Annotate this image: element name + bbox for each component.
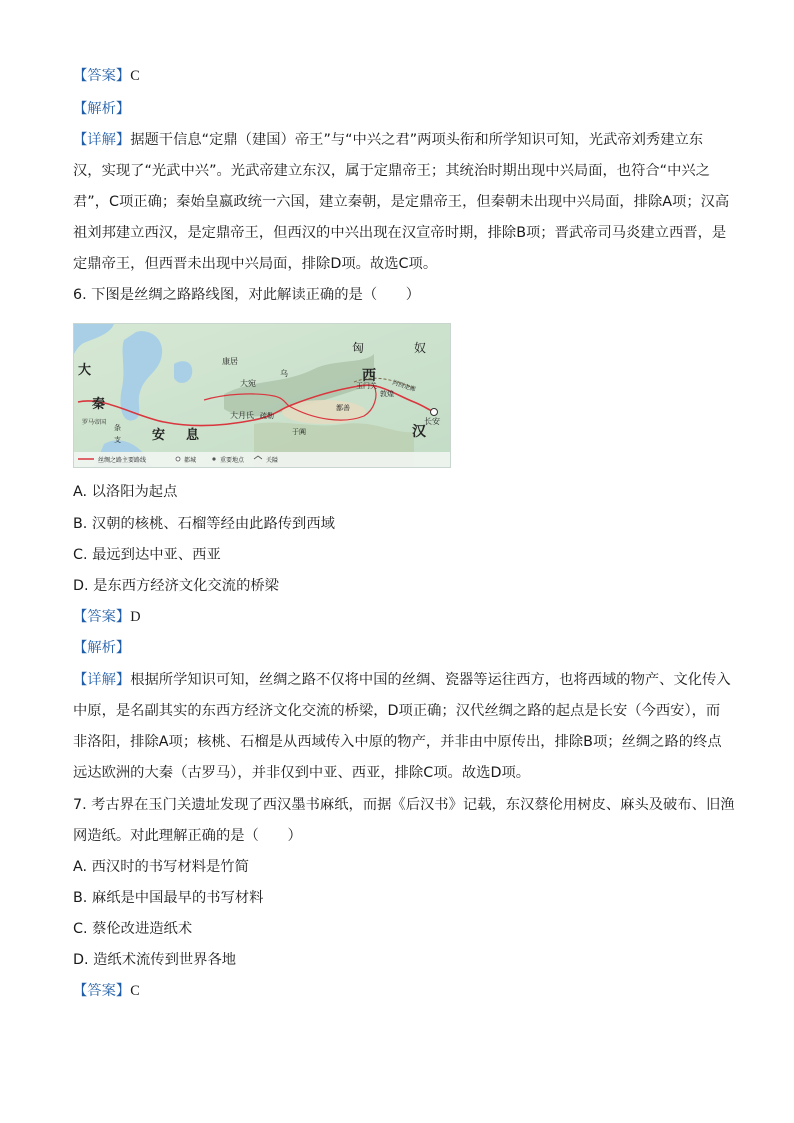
q6-analysis-label: 【解析】 (73, 640, 131, 656)
legend-place-swatch (212, 457, 215, 460)
label-da: 大 (78, 363, 92, 378)
label-hexi: 河西走廊 (391, 379, 417, 394)
q5-detail-line-1: 【详解】据题干信息“定鼎（建国）帝王”与“中兴之君”两项头衔和所学知识可知，光武帝刘秀建立东 (73, 132, 704, 148)
q6-detail-line-4: 远达欧洲的大秦（古罗马），并非仅到中亚、西亚，排除C项。故选D项。 (73, 765, 531, 781)
q6-stem: 6. 下图是丝绸之路路线图，对此解读正确的是（ ） (73, 287, 421, 303)
answer-value: D (130, 609, 141, 625)
label-dawan: 大宛 (240, 379, 256, 388)
label-xiongnu-1: 匈 (352, 341, 365, 355)
detail-label: 【详解】 (73, 672, 131, 688)
detail-label: 【详解】 (73, 132, 131, 148)
q6-detail-line-3: 非洛阳，排除A项；核桃、石榴是从西域传入中原的物产，并非由中原传出，排除B项；丝绸之路的终点 (73, 734, 722, 750)
label-dayuezhi: 大月氏 (230, 411, 254, 420)
legend-capital-swatch (176, 457, 180, 461)
q7-option-c: C. 蔡伦改进造纸术 (73, 921, 193, 937)
q5-detail-line-3: 君”，C项正确；秦始皇嬴政统一六国，建立秦朝，是定鼎帝王，但秦朝未出现中兴局面，排除A项；汉高 (73, 194, 730, 210)
q5-answer (73, 66, 140, 86)
silk-road-map (73, 323, 451, 468)
answer-value: C (130, 983, 140, 999)
label-dunhuang: 敦煌 (380, 390, 394, 398)
label-shanshan: 鄯善 (336, 404, 350, 412)
q6-option-a: A. 以洛阳为起点 (73, 484, 178, 500)
label-xiongnu-2: 奴 (414, 341, 427, 355)
q7-stem-line-2: 网造纸。对此理解正确的是（ ） (73, 828, 302, 844)
label-shule: 疏勒 (260, 412, 274, 420)
legend-capital: 都城 (184, 457, 197, 464)
q7-option-d: D. 造纸术流传到世界各地 (73, 952, 237, 968)
q6-option-d: D. 是东西方经济文化交流的桥梁 (73, 578, 279, 594)
label-xi-han: 西 (362, 368, 376, 384)
legend-pass: 关隘 (266, 457, 279, 464)
label-xi-region: 息 (186, 428, 200, 443)
q5-detail-line-5: 定鼎帝王，但西晋未出现中兴局面，排除D项。故选C项。 (73, 256, 438, 272)
answer-label: 【答案】 (73, 609, 131, 625)
answer-label: 【答案】 (73, 68, 131, 84)
q6-detail-line-1: 【详解】根据所学知识可知，丝绸之路不仅将中国的丝绸、瓷器等运往西方，也将西域的物产、文化传入 (73, 672, 731, 688)
changan-marker (431, 409, 438, 416)
legend-place: 重要地点 (220, 457, 245, 464)
answer-value: C (130, 68, 140, 84)
q7-option-a: A. 西汉时的书写材料是竹简 (73, 859, 249, 875)
q5-analysis-label: 【解析】 (73, 101, 131, 117)
label-tiaozhi: 条 (114, 424, 121, 432)
q6-option-b: B. 汉朝的核桃、石榴等经由此路传到西域 (73, 516, 335, 532)
answer-label: 【答案】 (73, 983, 131, 999)
label-kangju: 康居 (222, 357, 238, 366)
legend-route: 丝绸之路主要路线 (98, 457, 147, 464)
label-wusun: 乌 (280, 369, 288, 378)
q6-answer (73, 607, 141, 627)
q7-option-b: B. 麻纸是中国最早的书写材料 (73, 890, 264, 906)
q5-detail-line-4: 祖刘邦建立西汉，是定鼎帝王，但西汉的中兴出现在汉宣帝时期，排除B项；晋武帝司马炎建立西晋，是 (73, 225, 727, 241)
q7-stem-line-1: 7. 考古界在玉门关遗址发现了西汉墨书麻纸，而据《后汉书》记载，东汉蔡伦用树皮、麻头及破布、旧渔 (73, 797, 735, 813)
q5-detail-line-2: 汉，实现了“光武中兴”。光武帝建立东汉，属于定鼎帝王；其统治时期出现中兴局面，也符合“中兴之 (73, 163, 710, 179)
q6-option-c: C. 最远到达中亚、西亚 (73, 547, 221, 563)
label-an: 安 (152, 428, 166, 443)
label-han: 汉 (412, 424, 426, 440)
label-roman: 罗马帝国 (82, 419, 107, 426)
label-qin: 秦 (92, 397, 106, 412)
label-changan: 长安 (424, 417, 440, 426)
label-yutian: 于阗 (292, 428, 306, 436)
silk-road-map-svg (74, 324, 450, 467)
label-zhi: 支 (114, 436, 121, 444)
q7-answer (73, 981, 140, 1001)
q6-detail-line-2: 中原，是名副其实的东西方经济文化交流的桥梁，D项正确；汉代丝绸之路的起点是长安（今西安），而 (73, 703, 721, 719)
label-yumenguan: 玉门关 (356, 382, 377, 390)
